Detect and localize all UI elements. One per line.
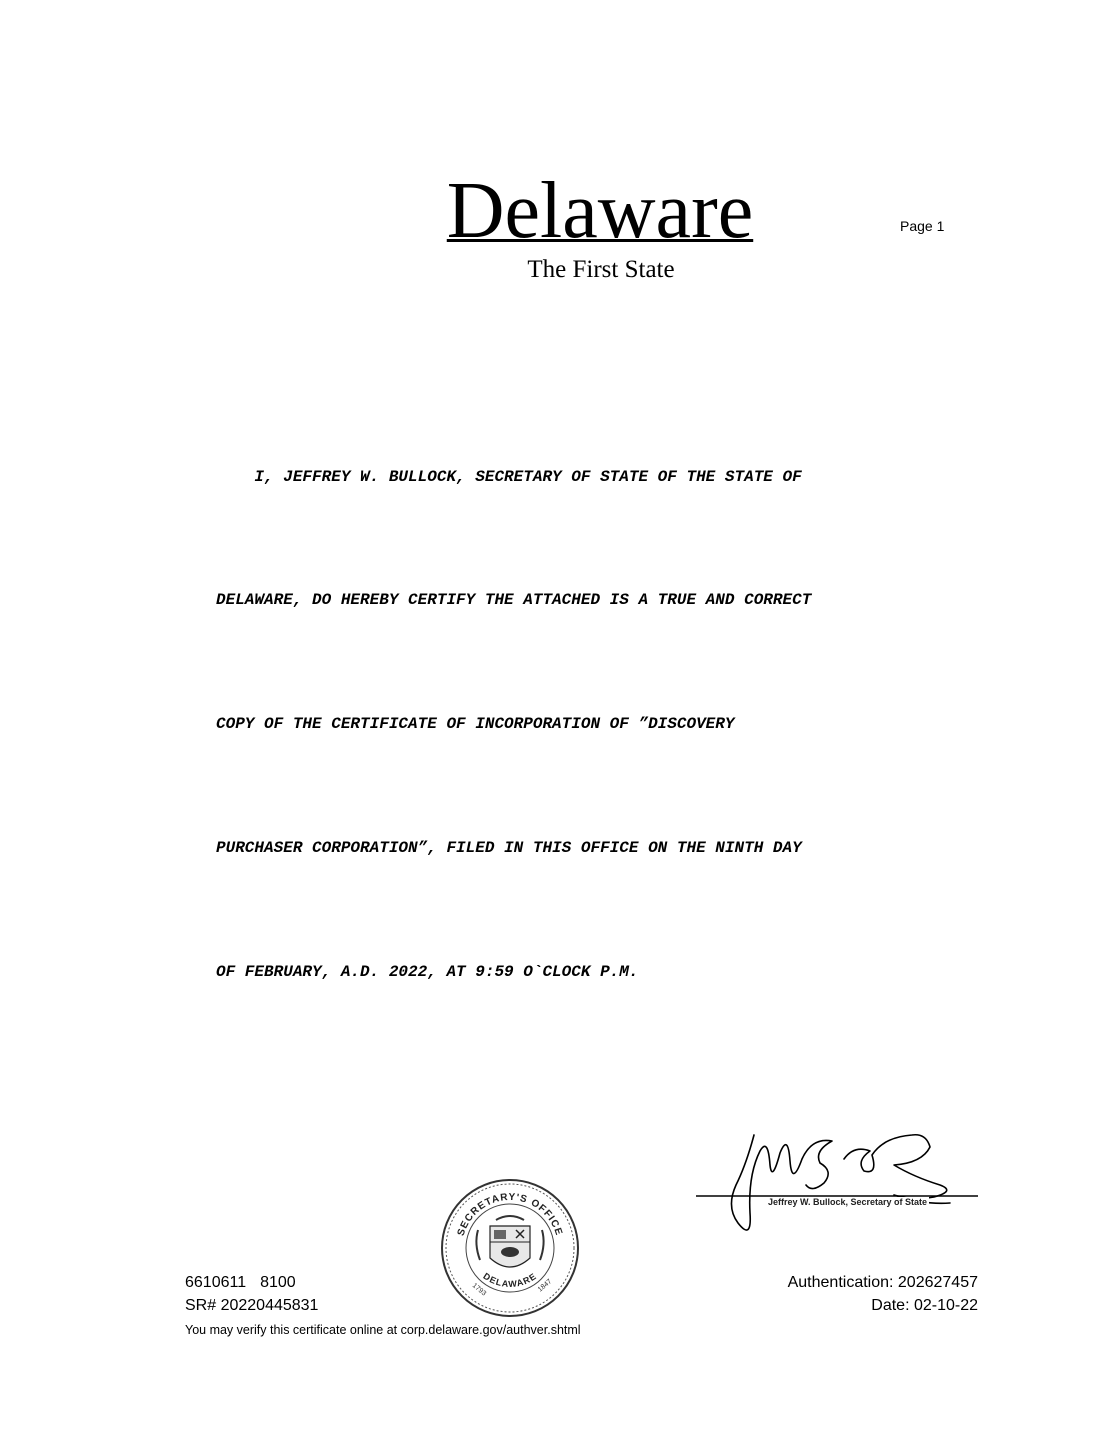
statement-line: PURCHASER CORPORATION”, FILED IN THIS OFFICE ON THE NINTH DAY — [216, 839, 802, 858]
filing-info — [185, 1271, 318, 1317]
document-code: 8100 — [260, 1274, 296, 1291]
seal-year-right: 1847 — [536, 1278, 554, 1294]
seal-year-left: 1793 — [470, 1282, 488, 1298]
secretary-signature — [694, 1125, 984, 1250]
certificate-statement — [216, 374, 916, 1076]
seal-bottom-text: DELAWARE — [481, 1270, 539, 1290]
authentication-info — [788, 1271, 978, 1317]
authentication-number: Authentication: 202627457 — [787, 1274, 978, 1291]
signature-caption: Jeffrey W. Bullock, Secretary of State — [768, 1197, 928, 1207]
file-number: 6610611 — [185, 1274, 247, 1291]
certificate-date: Date: 02-10-22 — [871, 1297, 978, 1314]
statement-line: OF FEBRUARY, A.D. 2022, AT 9:59 O`CLOCK P.M. — [216, 963, 639, 982]
statement-line: COPY OF THE CERTIFICATE OF INCORPORATION OF ”DISCOVERY — [216, 715, 735, 734]
state-title: Delaware — [446, 167, 754, 255]
service-request-number: SR# 20220445831 — [185, 1297, 319, 1314]
page-number: Page 1 — [900, 218, 945, 234]
state-motto: The First State — [527, 256, 675, 283]
statement-line: DELAWARE, DO HEREBY CERTIFY THE ATTACHED IS A TRUE AND CORRECT — [216, 591, 812, 610]
statement-line: I, JEFFREY W. BULLOCK, SECRETARY OF STATE OF THE STATE OF — [216, 467, 802, 486]
secretary-seal-icon — [440, 1178, 580, 1318]
seal-top-text: SECRETARY'S OFFICE — [455, 1191, 565, 1238]
verification-note: You may verify this certificate online at corp.delaware.gov/authver.shtml — [185, 1323, 581, 1337]
